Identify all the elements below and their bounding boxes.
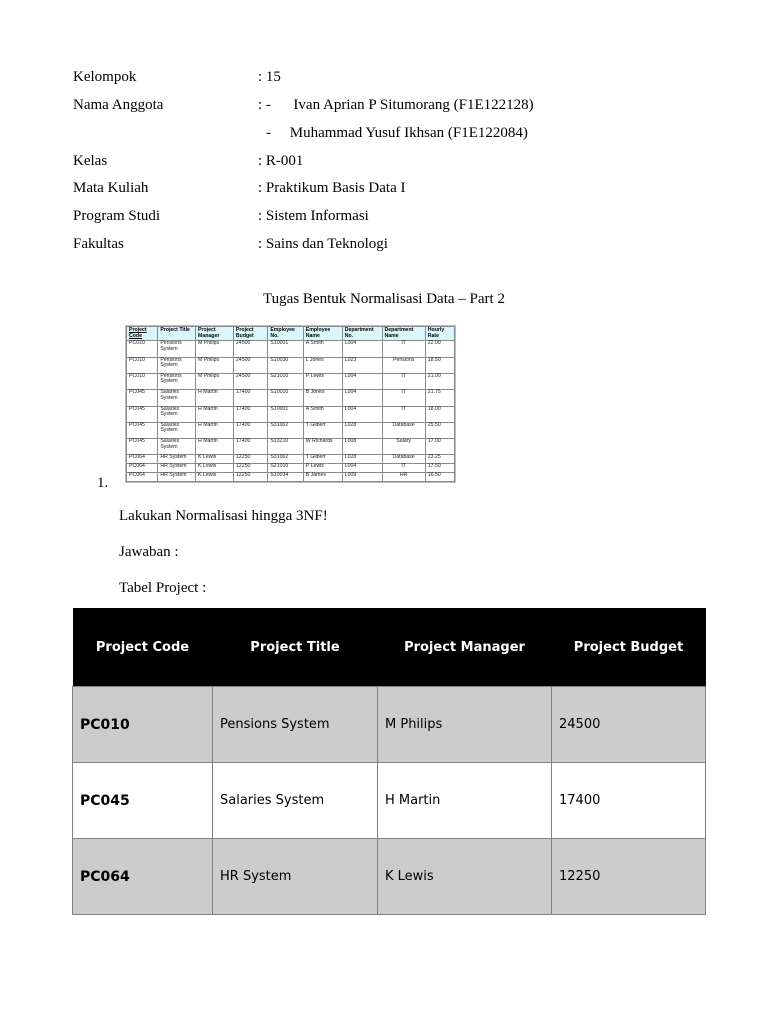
info-value: - Muhammad Yusuf Ikhsan (F1E122084) [266, 125, 528, 141]
source-table-cell: Database [382, 455, 425, 464]
source-table-cell: Pensions System [158, 373, 196, 389]
source-table-cell: P Lewis [303, 464, 342, 473]
source-table-cell: 18.50 [425, 357, 454, 373]
project-code-cell: PC064 [73, 839, 213, 915]
source-table-cell: T Gilbert [303, 455, 342, 464]
source-header-cell: Department No. [342, 327, 382, 341]
info-value: : Sistem Informasi [258, 208, 369, 224]
source-table-cell: Pensions System [158, 357, 196, 373]
source-table-cell: S10001 [268, 341, 303, 357]
source-table-cell: S10034 [268, 473, 303, 482]
table-row [73, 839, 706, 915]
info-label: Kelompok [73, 69, 137, 85]
source-table-cell: H Martin [196, 406, 234, 422]
info-label: Nama Anggota [73, 97, 164, 113]
source-table-cell: S21010 [268, 373, 303, 389]
info-label: Fakultas [73, 236, 124, 252]
info-value: : R-001 [258, 153, 304, 169]
answer-label: Jawaban : [119, 544, 179, 560]
project-title-cell: HR System [213, 839, 378, 915]
source-table-cell: Salaries System [158, 390, 196, 406]
source-table-body [127, 341, 455, 482]
source-table-cell: 17400 [233, 422, 267, 438]
project-table [72, 608, 706, 915]
source-table-cell: IT [382, 464, 425, 473]
source-header-cell: Department Name [382, 327, 425, 341]
source-table-row [127, 473, 455, 482]
source-table-cell: PC010 [127, 357, 158, 373]
project-budget-cell: 12250 [552, 839, 706, 915]
source-table-cell: PC045 [127, 439, 158, 455]
source-table-cell: Database [382, 422, 425, 438]
source-table-row [127, 357, 455, 373]
project-budget-cell: 17400 [552, 763, 706, 839]
source-table-cell: 17400 [233, 406, 267, 422]
source-table-cell: T Gilbert [303, 422, 342, 438]
source-table-cell: 17400 [233, 439, 267, 455]
source-header-cell: Hourly Rate [425, 327, 454, 341]
source-table-cell: 22.00 [425, 341, 454, 357]
info-value: : Sains dan Teknologi [258, 236, 388, 252]
source-table-cell: L004 [342, 373, 382, 389]
source-table-cell: H Martin [196, 439, 234, 455]
source-table-cell: PC064 [127, 455, 158, 464]
info-label: Program Studi [73, 208, 161, 224]
source-table-cell: L028 [342, 455, 382, 464]
project-manager-cell: M Philips [378, 687, 552, 763]
source-table-cell: M Philips [196, 341, 234, 357]
source-table-cell: 24500 [233, 373, 267, 389]
source-table-cell: Salaries System [158, 439, 196, 455]
header-project-manager: Project Manager [378, 608, 552, 687]
project-manager-cell: K Lewis [378, 839, 552, 915]
info-label: Kelas [73, 153, 108, 169]
source-table-cell: HR System [158, 464, 196, 473]
source-table-cell: S13210 [268, 439, 303, 455]
project-manager-cell: H Martin [378, 763, 552, 839]
source-table-cell: 12250 [233, 473, 267, 482]
info-label: Mata Kuliah [73, 180, 149, 196]
source-table-cell: A Smith [303, 406, 342, 422]
page-title: Tugas Bentuk Normalisasi Data – Part 2 [263, 291, 505, 307]
source-table-image [125, 325, 456, 483]
source-table-cell: 24500 [233, 341, 267, 357]
header-project-code: Project Code [73, 608, 213, 687]
source-table-cell: PC064 [127, 473, 158, 482]
project-budget-cell: 24500 [552, 687, 706, 763]
source-table-cell: 21.00 [425, 373, 454, 389]
source-table-cell: HR System [158, 473, 196, 482]
source-table-cell: 23.25 [425, 455, 454, 464]
source-table-cell: 24500 [233, 357, 267, 373]
source-table-cell: L004 [342, 390, 382, 406]
source-table-cell: 17400 [233, 390, 267, 406]
source-table-cell: K Lewis [196, 473, 234, 482]
source-table-cell: L023 [342, 357, 382, 373]
source-table-cell: L009 [342, 473, 382, 482]
source-table-cell: W Richards [303, 439, 342, 455]
source-table-cell: HR System [158, 455, 196, 464]
source-table-cell: 21.75 [425, 390, 454, 406]
source-table-cell: K Lewis [196, 464, 234, 473]
source-header-cell: Employee Name [303, 327, 342, 341]
source-table-cell: L004 [342, 464, 382, 473]
source-table-cell: IT [382, 373, 425, 389]
source-table-cell: S10001 [268, 406, 303, 422]
source-table-cell: IT [382, 341, 425, 357]
project-title-cell: Salaries System [213, 763, 378, 839]
source-table-cell: L Jones [303, 357, 342, 373]
source-table-cell: M Philips [196, 357, 234, 373]
source-table-cell: Salaries System [158, 422, 196, 438]
source-table-cell: PC064 [127, 464, 158, 473]
source-table-cell: 16.50 [425, 473, 454, 482]
project-code-cell: PC045 [73, 763, 213, 839]
source-table-cell: 12250 [233, 455, 267, 464]
source-table-cell: IT [382, 406, 425, 422]
source-table-row [127, 422, 455, 438]
table-label: Tabel Project : [119, 580, 207, 596]
source-table-cell: PC010 [127, 373, 158, 389]
source-table-row [127, 341, 455, 357]
source-table-cell: S21010 [268, 464, 303, 473]
source-header-cell: Employee No. [268, 327, 303, 341]
source-table-cell: PC010 [127, 341, 158, 357]
source-table-cell: H Martin [196, 422, 234, 438]
source-table-cell: K Lewis [196, 455, 234, 464]
source-header-cell: Project Budget [233, 327, 267, 341]
source-table-cell: Salary [382, 439, 425, 455]
info-value: : Praktikum Basis Data I [258, 180, 406, 196]
source-table-cell: L028 [342, 422, 382, 438]
source-table-cell: S10010 [268, 390, 303, 406]
source-table-row [127, 390, 455, 406]
source-table-cell: M Philips [196, 373, 234, 389]
info-value: : 15 [258, 69, 281, 85]
source-table-cell: B Jones [303, 390, 342, 406]
source-table-cell: 12250 [233, 464, 267, 473]
source-table-cell: IT [382, 390, 425, 406]
source-table-cell: 25.50 [425, 422, 454, 438]
project-code-cell: PC010 [73, 687, 213, 763]
source-table [126, 326, 455, 482]
source-table-cell: Salaries System [158, 406, 196, 422]
source-table-cell: L004 [342, 406, 382, 422]
source-header-cell: Project Manager [196, 327, 234, 341]
source-table-cell: S31002 [268, 422, 303, 438]
source-table-cell: S10030 [268, 357, 303, 373]
source-table-cell: PC045 [127, 422, 158, 438]
source-table-cell: 17.50 [425, 464, 454, 473]
task-text: Lakukan Normalisasi hingga 3NF! [119, 508, 328, 524]
source-table-cell: H Martin [196, 390, 234, 406]
source-table-cell: S31002 [268, 455, 303, 464]
source-table-cell: Pensions [382, 357, 425, 373]
info-value: : - Ivan Aprian P Situmorang (F1E122128) [258, 97, 534, 113]
list-number: 1. [97, 475, 109, 491]
source-header-cell: Project Code [127, 327, 158, 341]
source-table-cell: HR [382, 473, 425, 482]
source-table-cell: PC045 [127, 390, 158, 406]
source-table-cell: L004 [342, 341, 382, 357]
source-table-cell: PC045 [127, 406, 158, 422]
source-table-cell: P Lewis [303, 373, 342, 389]
header-project-budget: Project Budget [552, 608, 706, 687]
source-table-cell: B James [303, 473, 342, 482]
project-title-cell: Pensions System [213, 687, 378, 763]
table-row [73, 763, 706, 839]
source-table-cell: 17.00 [425, 439, 454, 455]
table-row [73, 687, 706, 763]
source-table-cell: 18.00 [425, 406, 454, 422]
source-table-cell: Pensions System [158, 341, 196, 357]
header-project-title: Project Title [213, 608, 378, 687]
source-table-row [127, 439, 455, 455]
source-table-cell: A Smith [303, 341, 342, 357]
source-table-row [127, 406, 455, 422]
source-table-row [127, 373, 455, 389]
source-table-cell: L008 [342, 439, 382, 455]
source-header-cell: Project Title [158, 327, 196, 341]
